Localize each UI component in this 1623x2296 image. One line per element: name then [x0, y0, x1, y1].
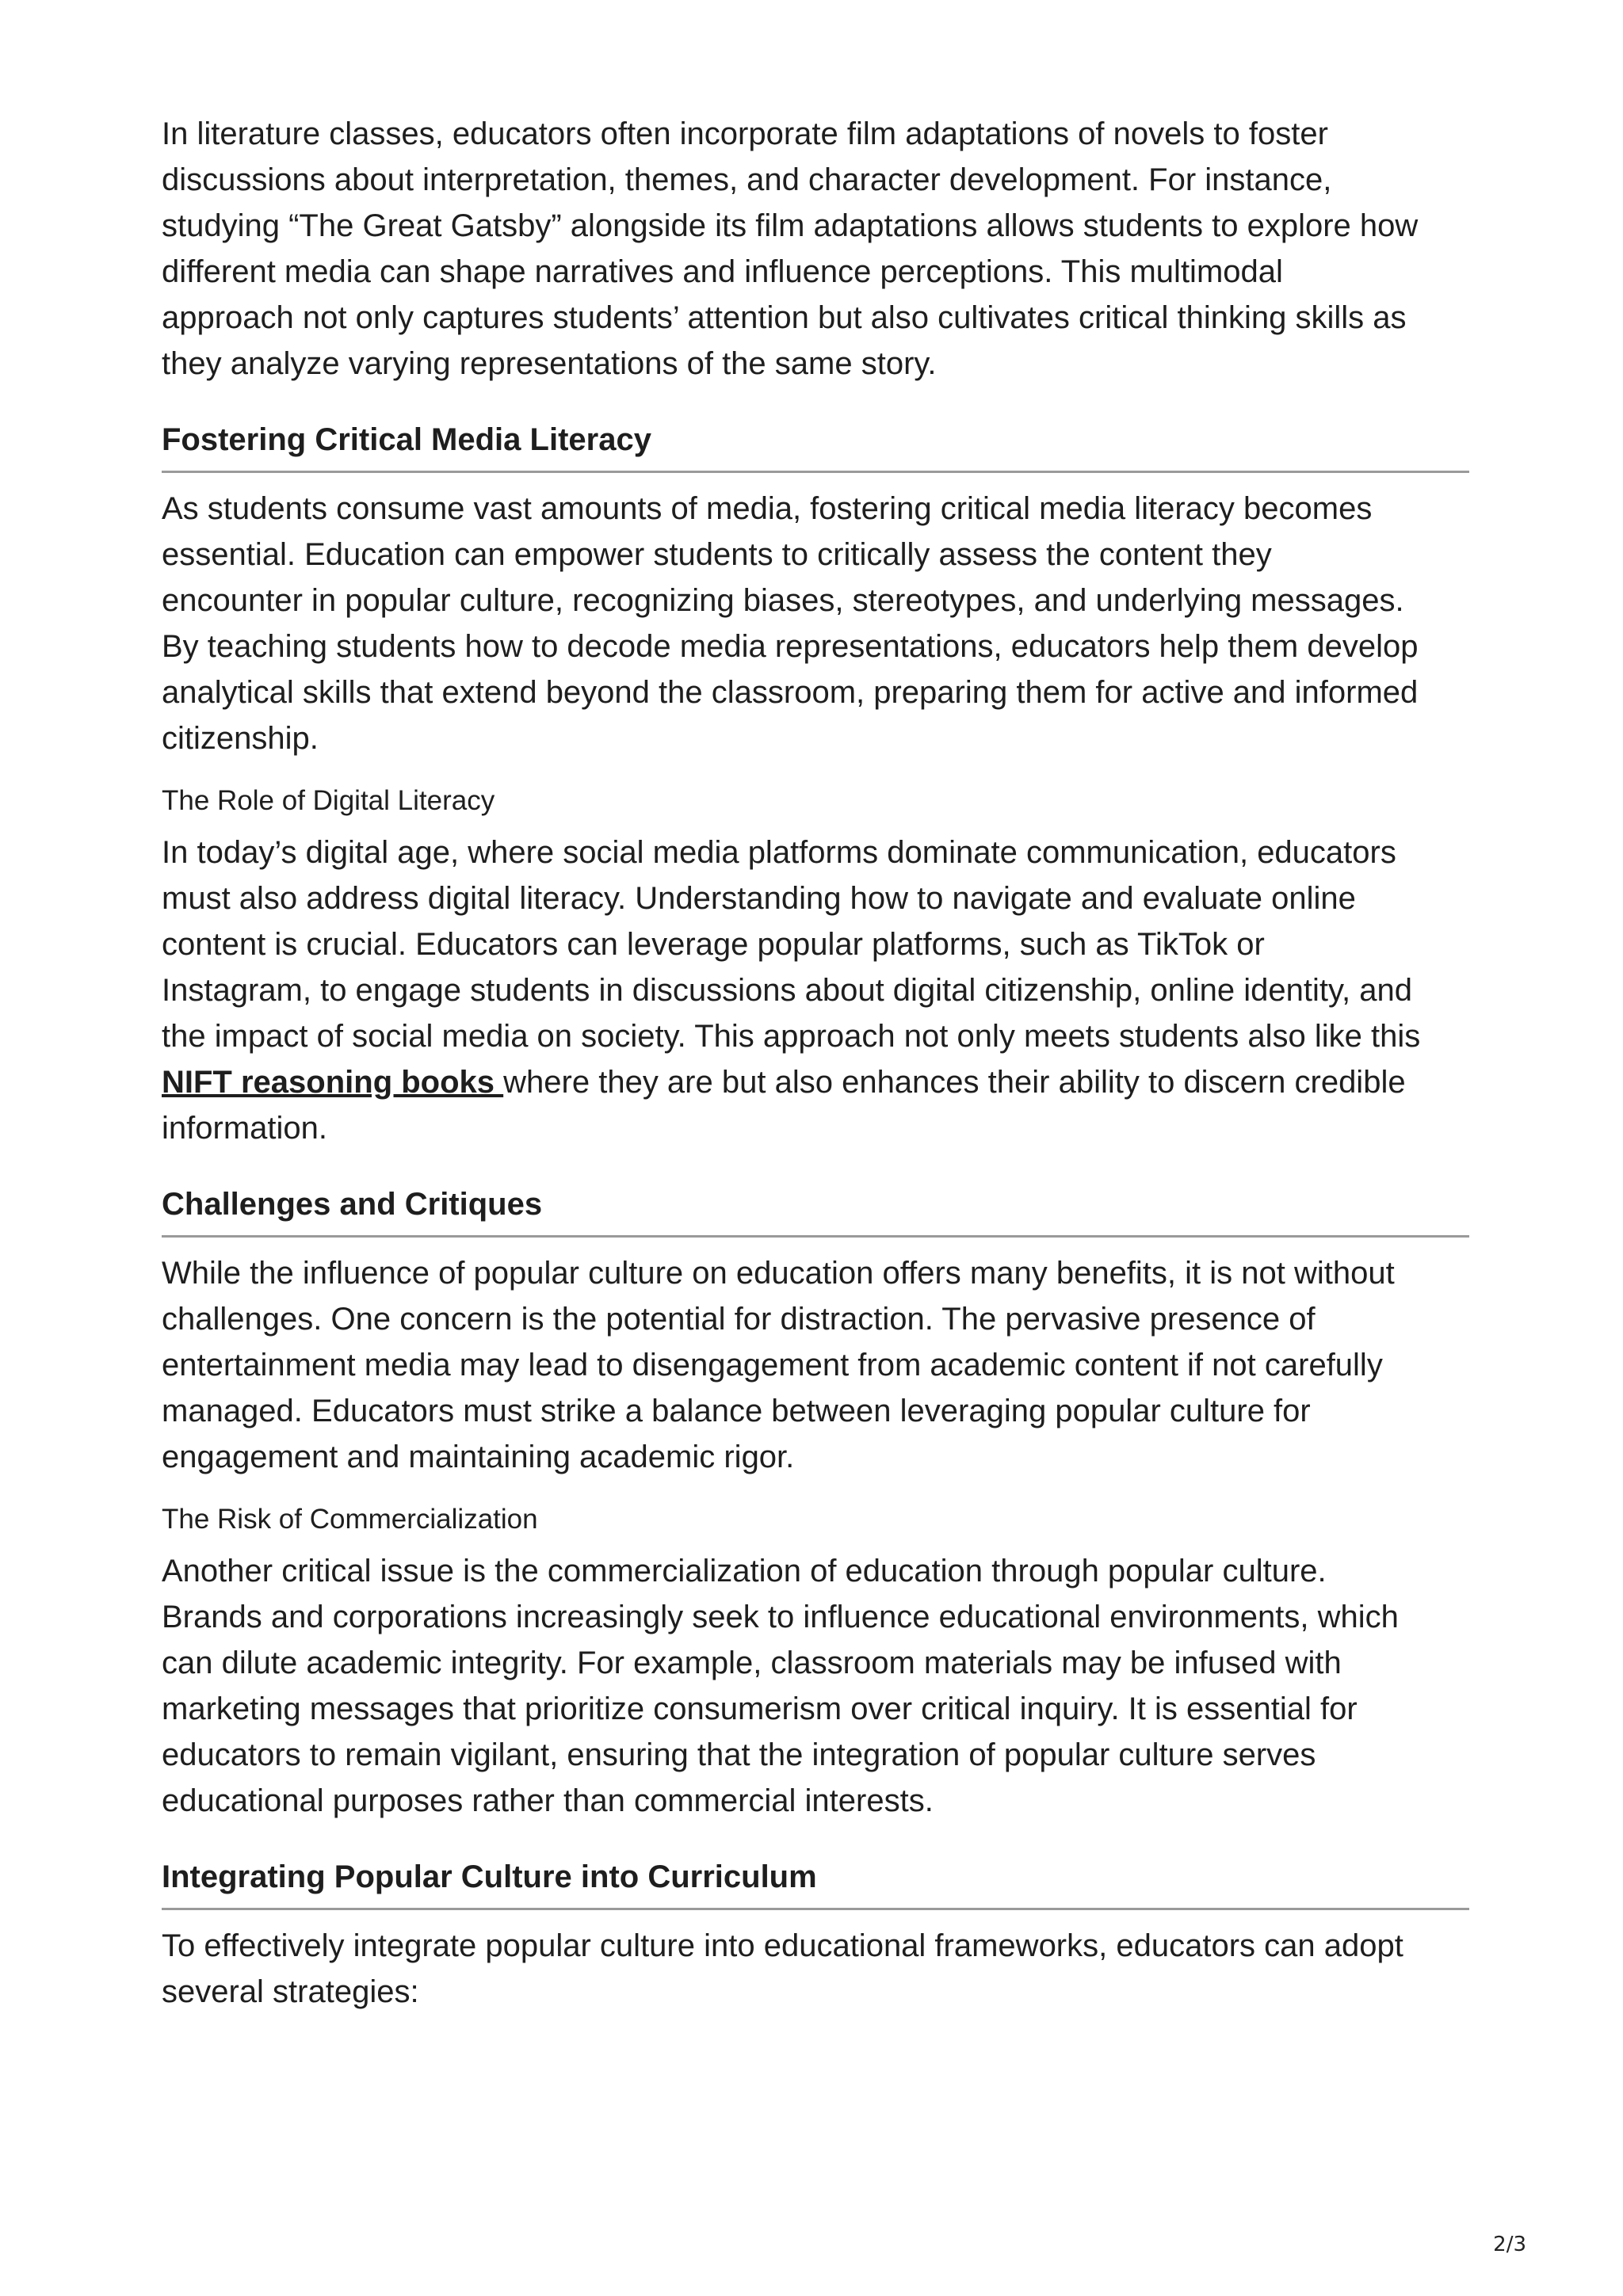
page-number: 2/3: [1493, 2233, 1526, 2256]
heading-challenges: Challenges and Critiques: [162, 1184, 1469, 1238]
curriculum-paragraph: To effectively integrate popular culture into educational frameworks, educators can adopt several strategies:: [162, 1928, 1403, 2009]
commercialization-paragraph: Another critical issue is the commercialization of education through popular culture. Brands and corporations increasingly seek to influence educational environments, which can dilute academic integrity. For example, classroom materials may be infused with marketing messages that prioritize consumerism over critical inquiry. It is essential for educators to remain vigilant, ensuring that the integration of popular culture serves educational purposes rather than commercial interests.: [162, 1554, 1399, 1818]
document-body: [162, 111, 1469, 2015]
challenges-paragraph: While the influence of popular culture on education offers many benefits, it is not without challenges. One concern is the potential for distraction. The pervasive presence of entertainment media may lead to disengagement from academic content if not carefully managed. Educators must strike a balance between leveraging popular culture for engagement and maintaining academic rigor.: [162, 1256, 1395, 1474]
intro-paragraph: In literature classes, educators often incorporate film adaptations of novels to foster discussions about interpretation, themes, and character development. For instance, studying “The Great Gatsby” alongside its film adaptations allows students to explore how different media can shape narratives and influence perceptions. This multimodal approach not only captures students’ attention but also cultivates critical thinking skills as they analyze varying representations of the same story.: [162, 116, 1419, 381]
heading-curriculum: Integrating Popular Culture into Curriculum: [162, 1857, 1469, 1910]
digital-literacy-text-after: where they are but also enhances their ability to discern credible information.: [162, 1065, 1406, 1146]
heading-media-literacy: Fostering Critical Media Literacy: [162, 420, 1469, 473]
digital-literacy-paragraph: [162, 830, 1469, 1151]
media-literacy-paragraph: As students consume vast amounts of media, fostering critical media literacy becomes essential. Education can empower students to critically assess the content they encounter in popular culture, recognizing biases, stereotypes, and underlying messages. By teaching students how to decode media representations, educators help them develop analytical skills that extend beyond the classroom, preparing them for active and informed citizenship.: [162, 491, 1419, 756]
nift-reasoning-books-link[interactable]: NIFT reasoning books: [162, 1065, 504, 1100]
digital-literacy-text-before: In today’s digital age, where social media platforms dominate communication, educators must also address digital literacy. Understanding how to navigate and evaluate online content is crucial. Educators can leverage popular platforms, such as TikTok or Instagram, to engage students in discussions about digital citizenship, online identity, and the impact of social media on society. This approach not only meets students also like this: [162, 835, 1421, 1054]
subheading-digital-literacy: The Role of Digital Literacy: [162, 785, 495, 816]
subheading-commercialization: The Risk of Commercialization: [162, 1504, 538, 1535]
